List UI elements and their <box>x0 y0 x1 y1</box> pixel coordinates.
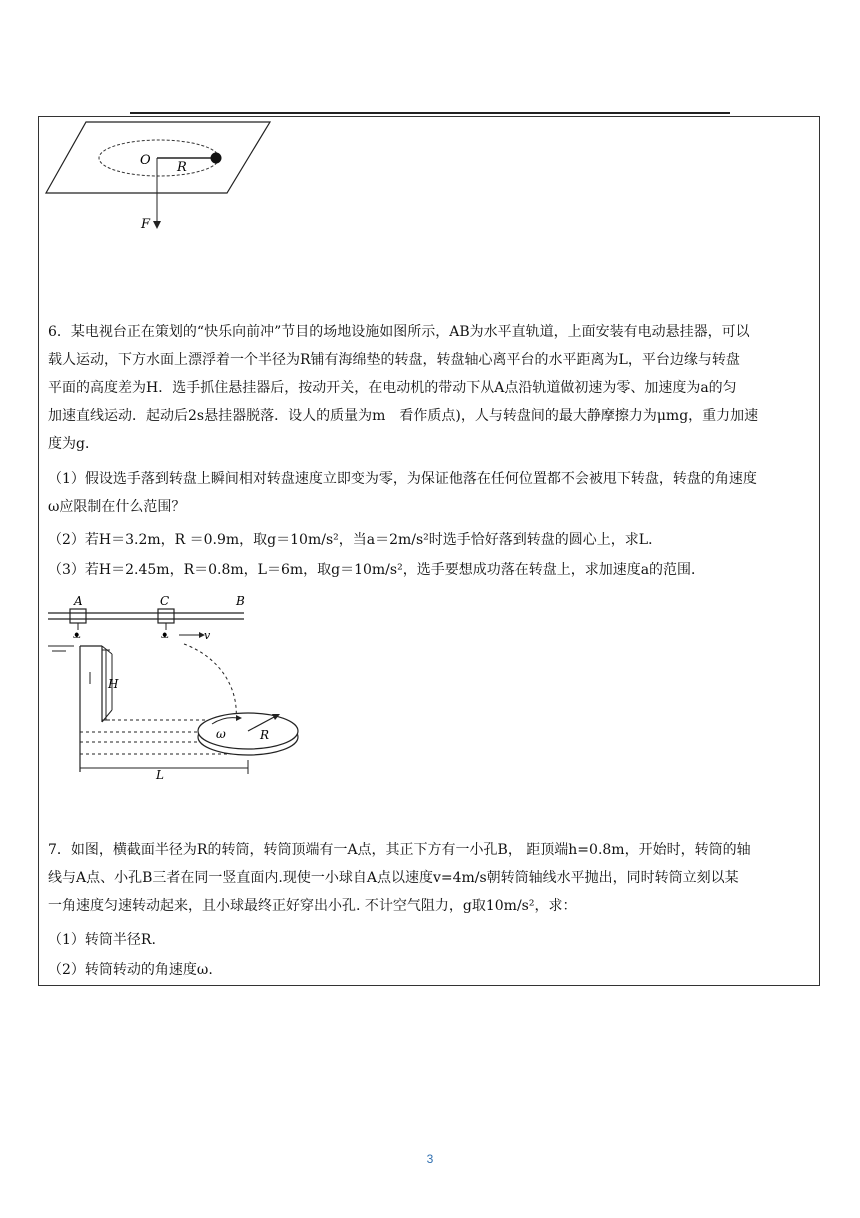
problem-6-line: 载人运动，下方水面上漂浮着一个半径为R铺有海绵垫的转盘，转盘轴心离平台的水平距离为L，平台边缘与转盘 <box>48 352 740 368</box>
label-b: B <box>236 594 245 608</box>
label-h: H <box>108 677 119 691</box>
ball <box>211 153 222 164</box>
problem-6-line: 6．某电视台正在策划的“快乐向前冲”节目的场地设施如图所示，AB为水平直轨道，上面安装有电动悬挂器，可以 <box>48 324 750 340</box>
problem-6-line: 平面的高度差为H．选手抓住悬挂器后，按动开关，在电动机的带动下从A点沿轨道做初速为零、加速度为a的匀 <box>48 380 737 396</box>
label-c: C <box>160 594 170 608</box>
trajectory <box>184 644 236 720</box>
problem-6-q2-line: （2）若H＝3.2m，R ＝0.9m，取g＝10m/s²，当a＝2m/s²时选手恰好落到转盘的圆心上，求L． <box>48 532 663 548</box>
problem-6-q1 <box>48 465 816 521</box>
label-o: O <box>140 153 151 168</box>
problem-7-q1 <box>48 926 816 954</box>
label-l: L <box>156 768 164 782</box>
hanger-c <box>158 609 174 623</box>
header-rule <box>130 112 730 114</box>
problem-7-text <box>48 836 816 920</box>
problem-7-line: 线与A点、小孔B三者在同一竖直面内.现使一小球自A点以速度v=4m/s朝转筒轴线水平抛出，同时转筒立刻以某 <box>48 870 739 886</box>
problem-6-line: 加速直线运动．起动后2s悬挂器脱落．设人的质量为m 看作质点)，人与转盘间的最大静摩擦力为μmg，重力加速 <box>48 408 759 424</box>
label-f: F <box>141 217 151 232</box>
problem-6-line: 度为g． <box>48 436 99 452</box>
label-r2: R <box>260 728 270 742</box>
figure-track-turntable <box>44 592 314 782</box>
problem-6-q3-line: （3）若H＝2.45m，R＝0.8m，L＝6m，取g＝10m/s²，选手要想成功落在转盘上，求加速度a的范围． <box>48 562 706 578</box>
hanger-a-person: ᴥ <box>73 630 81 641</box>
label-r: R <box>177 160 187 175</box>
force-arrowhead <box>153 221 161 229</box>
problem-6-q1-line: （1）假设选手落到转盘上瞬间相对转盘速度立即变为零，为保证他落在任何位置都不会被甩下转盘，转盘的角速度 <box>48 471 757 487</box>
problem-7-line: 7．如图，横截面半径为R的转筒，转筒顶端有一A点，其正下方有一小孔B， 距顶端h=0.8m，开始时，转筒的轴 <box>48 842 751 858</box>
problem-6-q2 <box>48 526 816 554</box>
problem-6-q3 <box>48 556 816 584</box>
problem-6-text <box>48 318 816 458</box>
problem-7-line: 一角速度匀速转动起来，且小球最终正好穿出小孔. 不计空气阻力，g取10m/s²，求： <box>48 898 577 914</box>
problem-7-q1-line: （1）转筒半径R. <box>48 932 156 948</box>
hanger-c-person: ᴥ <box>161 630 169 641</box>
problem-7-q2 <box>48 956 816 984</box>
figure-circular-motion <box>44 118 284 234</box>
label-v: v <box>204 629 211 642</box>
problem-6-q1-line: ω应限制在什么范围？ <box>48 499 186 515</box>
problem-7-q2-line: （2）转筒转动的角速度ω. <box>48 962 213 978</box>
label-a: A <box>74 594 83 608</box>
label-omega: ω <box>216 727 226 741</box>
page-number: 3 <box>426 1152 434 1166</box>
hanger-a <box>70 609 86 623</box>
